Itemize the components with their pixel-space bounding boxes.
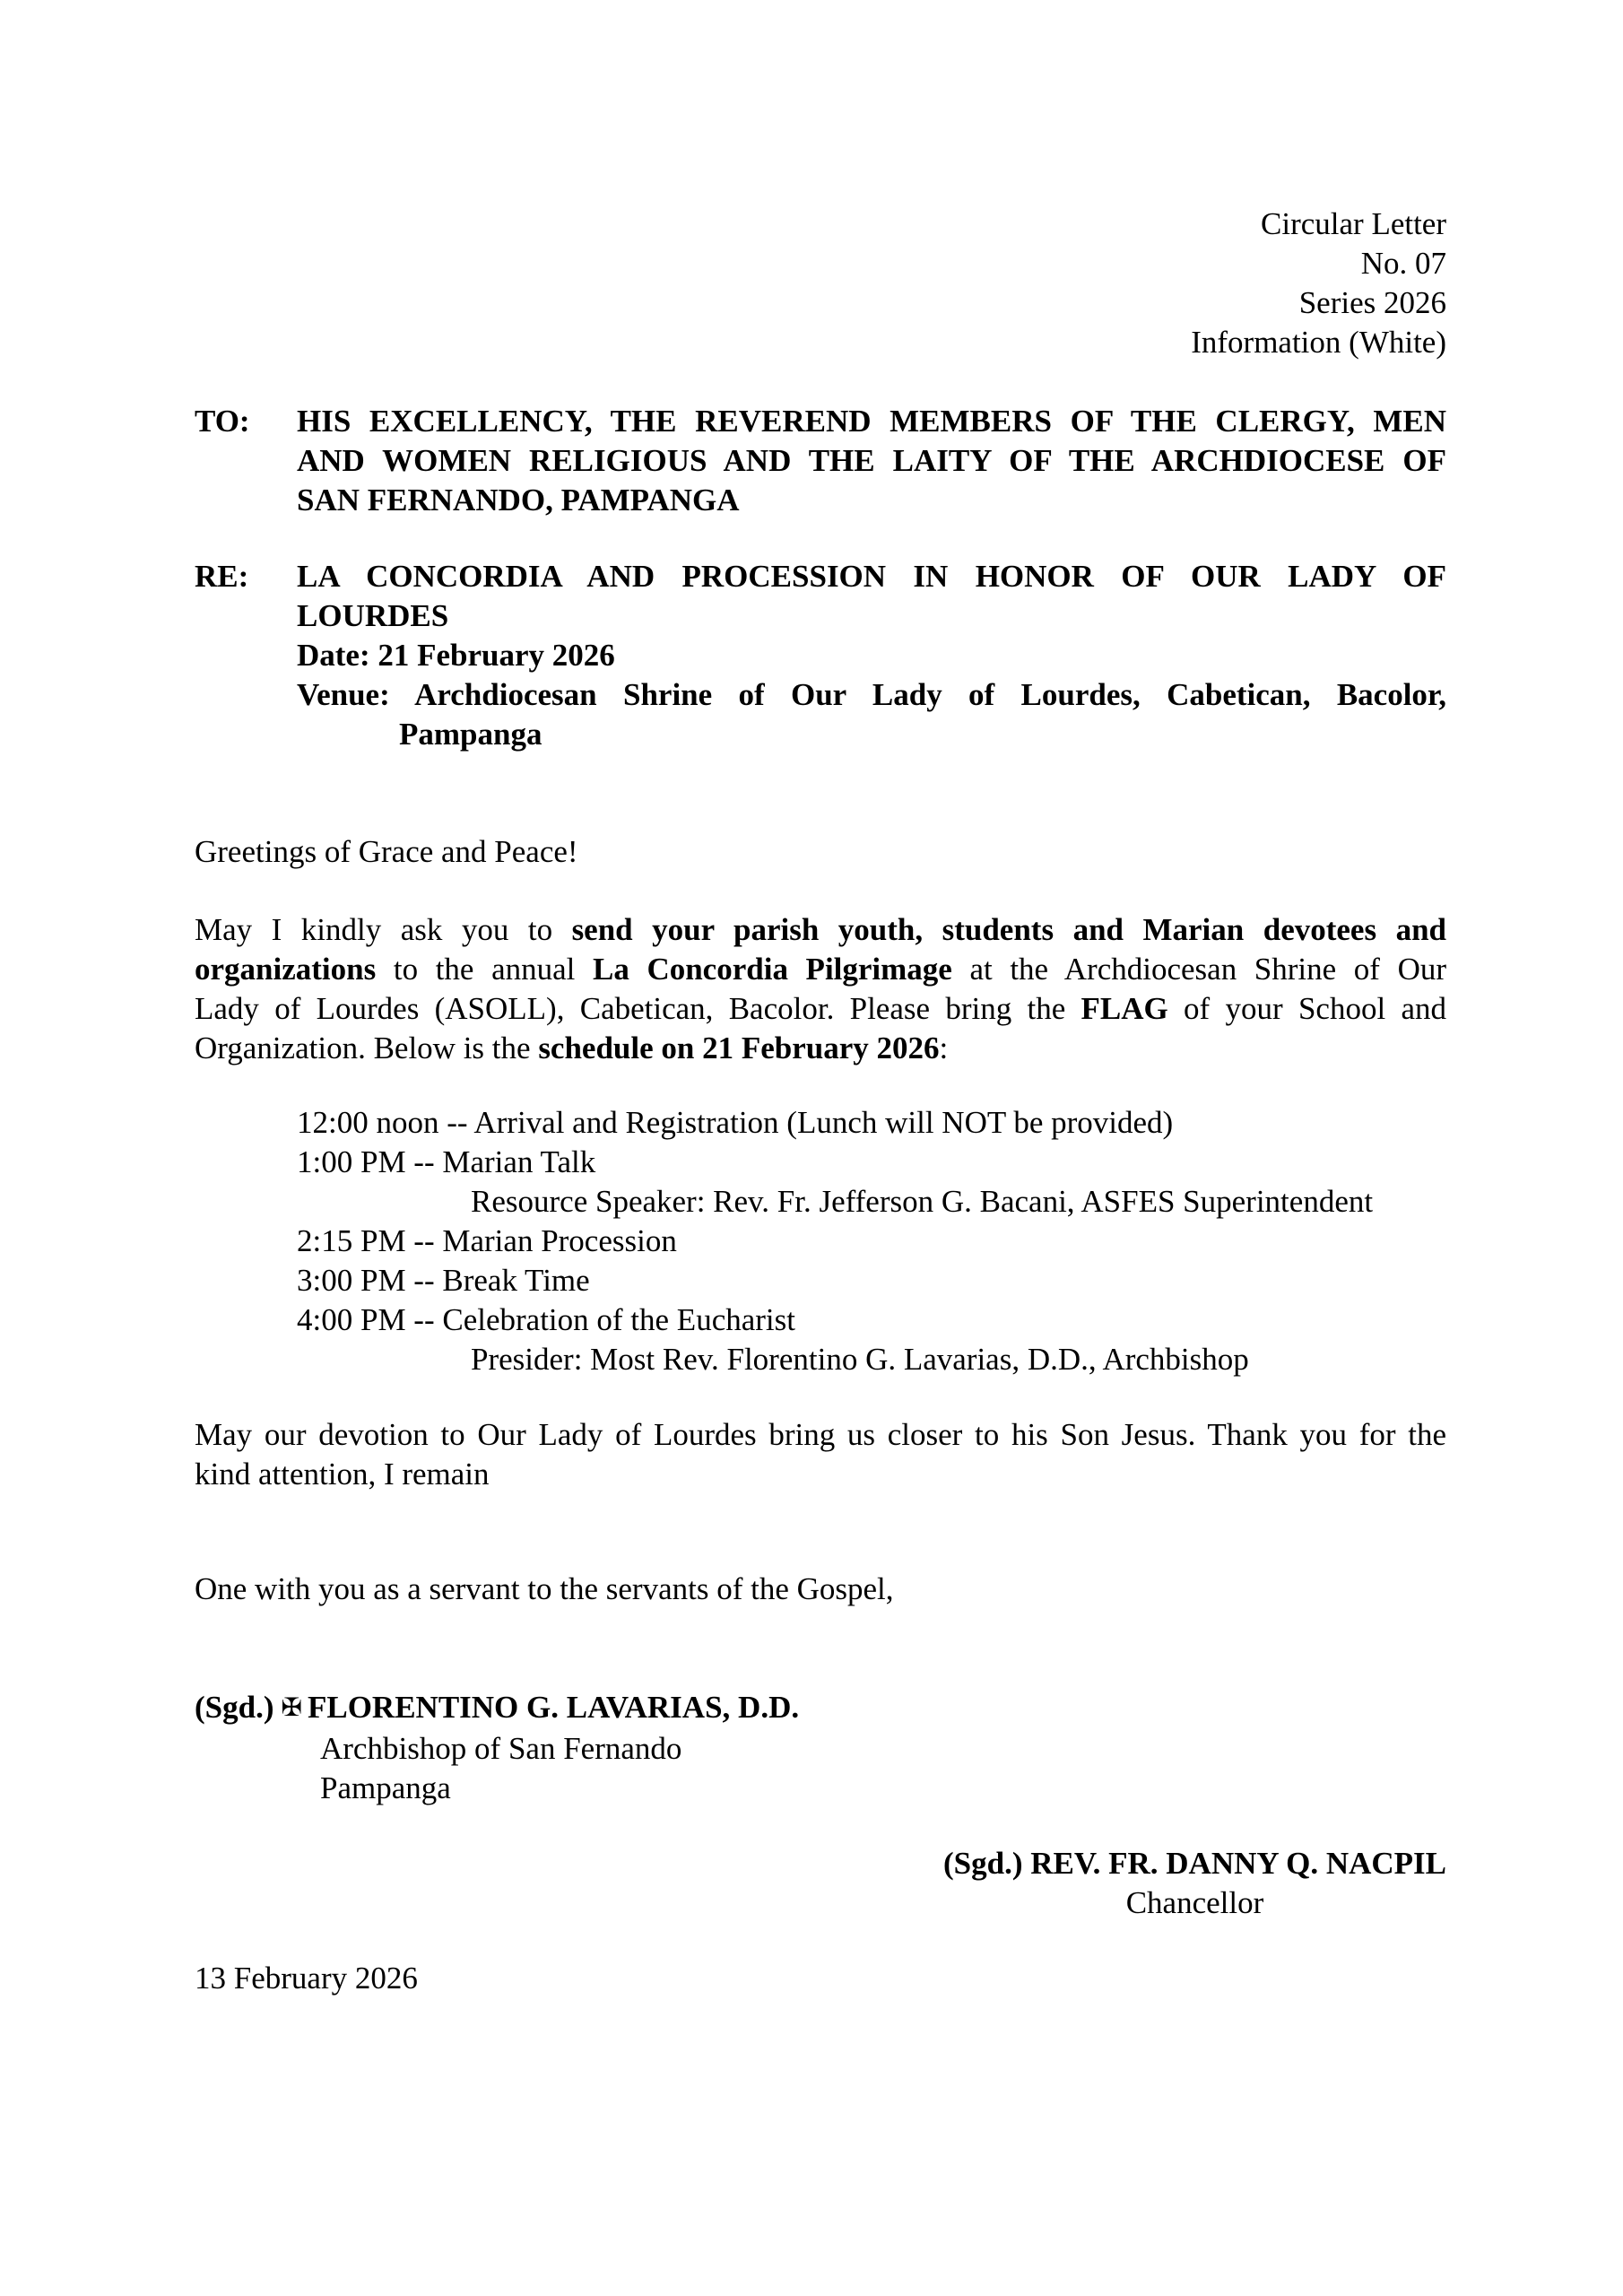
body-text: May I kindly ask you to	[195, 912, 572, 947]
closing-line: May our devotion to Our Lady of Lourdes bring us closer to his Son Jesus. Thank you for the	[195, 1417, 1446, 1452]
body-text: of your School and	[1167, 991, 1446, 1026]
archbishop-location: Pampanga	[320, 1770, 451, 1805]
re-label: RE:	[195, 559, 249, 594]
schedule-item: 12:00 noon -- Arrival and Registration (Lunch will NOT be provided)	[297, 1105, 1174, 1140]
event-date-line: Date: 21 February 2026	[297, 638, 615, 673]
addressee-block	[195, 402, 1446, 520]
closing-line: kind attention, I remain	[195, 1457, 490, 1492]
schedule-presider-line: Presider: Most Rev. Florentino G. Lavarias, D.D., Archbishop	[471, 1342, 1249, 1377]
body-text: at the Archdiocesan Shrine of Our	[951, 952, 1447, 987]
schedule-item: 4:00 PM -- Celebration of the Eucharist	[297, 1302, 795, 1337]
signature-block-chancellor	[195, 1844, 1446, 1923]
closing-paragraph	[195, 1415, 1446, 1494]
addressee-line: SAN FERNANDO, PAMPANGA	[297, 483, 740, 517]
subject-text	[297, 557, 1446, 754]
subject-line: LOURDES	[297, 598, 449, 633]
sgd-label: (Sgd.)	[195, 1690, 274, 1725]
event-venue-line: Pampanga	[399, 717, 542, 752]
event-schedule	[297, 1103, 1446, 1379]
episcopal-cross-icon: ✠	[281, 1692, 302, 1722]
issue-date: 13 February 2026	[195, 1961, 418, 1996]
body-text: Lady of Lourdes (ASOLL), Cabetican, Bacolor. Please bring the	[195, 991, 1081, 1026]
letter-reference-block	[195, 204, 1446, 362]
body-line	[195, 989, 1446, 1029]
chancellor-name: (Sgd.) REV. FR. DANNY Q. NACPIL	[942, 1846, 1446, 1881]
addressee-line: HIS EXCELLENCY, THE REVEREND MEMBERS OF THE CLERGY, MEN	[297, 404, 1446, 439]
reference-line-number: No. 07	[1360, 246, 1446, 281]
body-line	[195, 950, 1446, 989]
valediction-line: One with you as a servant to the servants of the Gospel,	[195, 1571, 894, 1606]
schedule-item: 2:15 PM -- Marian Procession	[297, 1223, 677, 1258]
reference-line-series: Series 2026	[1298, 285, 1446, 320]
subject-line: LA CONCORDIA AND PROCESSION IN HONOR OF OUR LADY OF	[297, 559, 1446, 594]
body-text: :	[939, 1031, 949, 1065]
signature-block-archbishop	[195, 1688, 1446, 1808]
schedule-speaker-line: Resource Speaker: Rev. Fr. Jefferson G. Bacani, ASFES Superintendent	[471, 1184, 1374, 1219]
body-text-bold: La Concordia Pilgrimage	[592, 952, 952, 987]
body-text-bold: schedule on 21 February 2026	[538, 1031, 940, 1065]
event-venue-line: Venue: Archdiocesan Shrine of Our Lady of Lourdes, Cabetican, Bacolor,	[297, 677, 1446, 712]
addressee-line: AND WOMEN RELIGIOUS AND THE LAITY OF THE ARCHDIOCESE OF	[297, 443, 1446, 478]
archbishop-title: Archbishop of San Fernando	[320, 1731, 682, 1766]
schedule-item: 3:00 PM -- Break Time	[297, 1263, 590, 1298]
reference-line-category: Information (White)	[1191, 325, 1446, 360]
addressee-text	[297, 402, 1446, 520]
body-text-bold: send your parish youth, students and Marian devotees and	[571, 912, 1446, 947]
chancellor-signature-inner	[943, 1844, 1446, 1923]
body-line	[195, 1029, 1446, 1068]
body-text-bold: organizations	[195, 952, 377, 987]
body-text: to the annual	[376, 952, 593, 987]
reference-line-type: Circular Letter	[1261, 206, 1446, 241]
to-label: TO:	[195, 404, 250, 439]
chancellor-title: Chancellor	[1125, 1885, 1264, 1920]
body-paragraph	[195, 910, 1446, 1068]
body-line	[195, 910, 1446, 950]
subject-block	[195, 557, 1446, 754]
signature-name-line	[195, 1688, 1446, 1729]
greeting-line: Greetings of Grace and Peace!	[195, 834, 578, 869]
body-text: Organization. Below is the	[195, 1031, 539, 1065]
body-text-bold: FLAG	[1081, 991, 1168, 1026]
archbishop-name: FLORENTINO G. LAVARIAS, D.D.	[307, 1690, 800, 1725]
schedule-item: 1:00 PM -- Marian Talk	[297, 1144, 596, 1179]
